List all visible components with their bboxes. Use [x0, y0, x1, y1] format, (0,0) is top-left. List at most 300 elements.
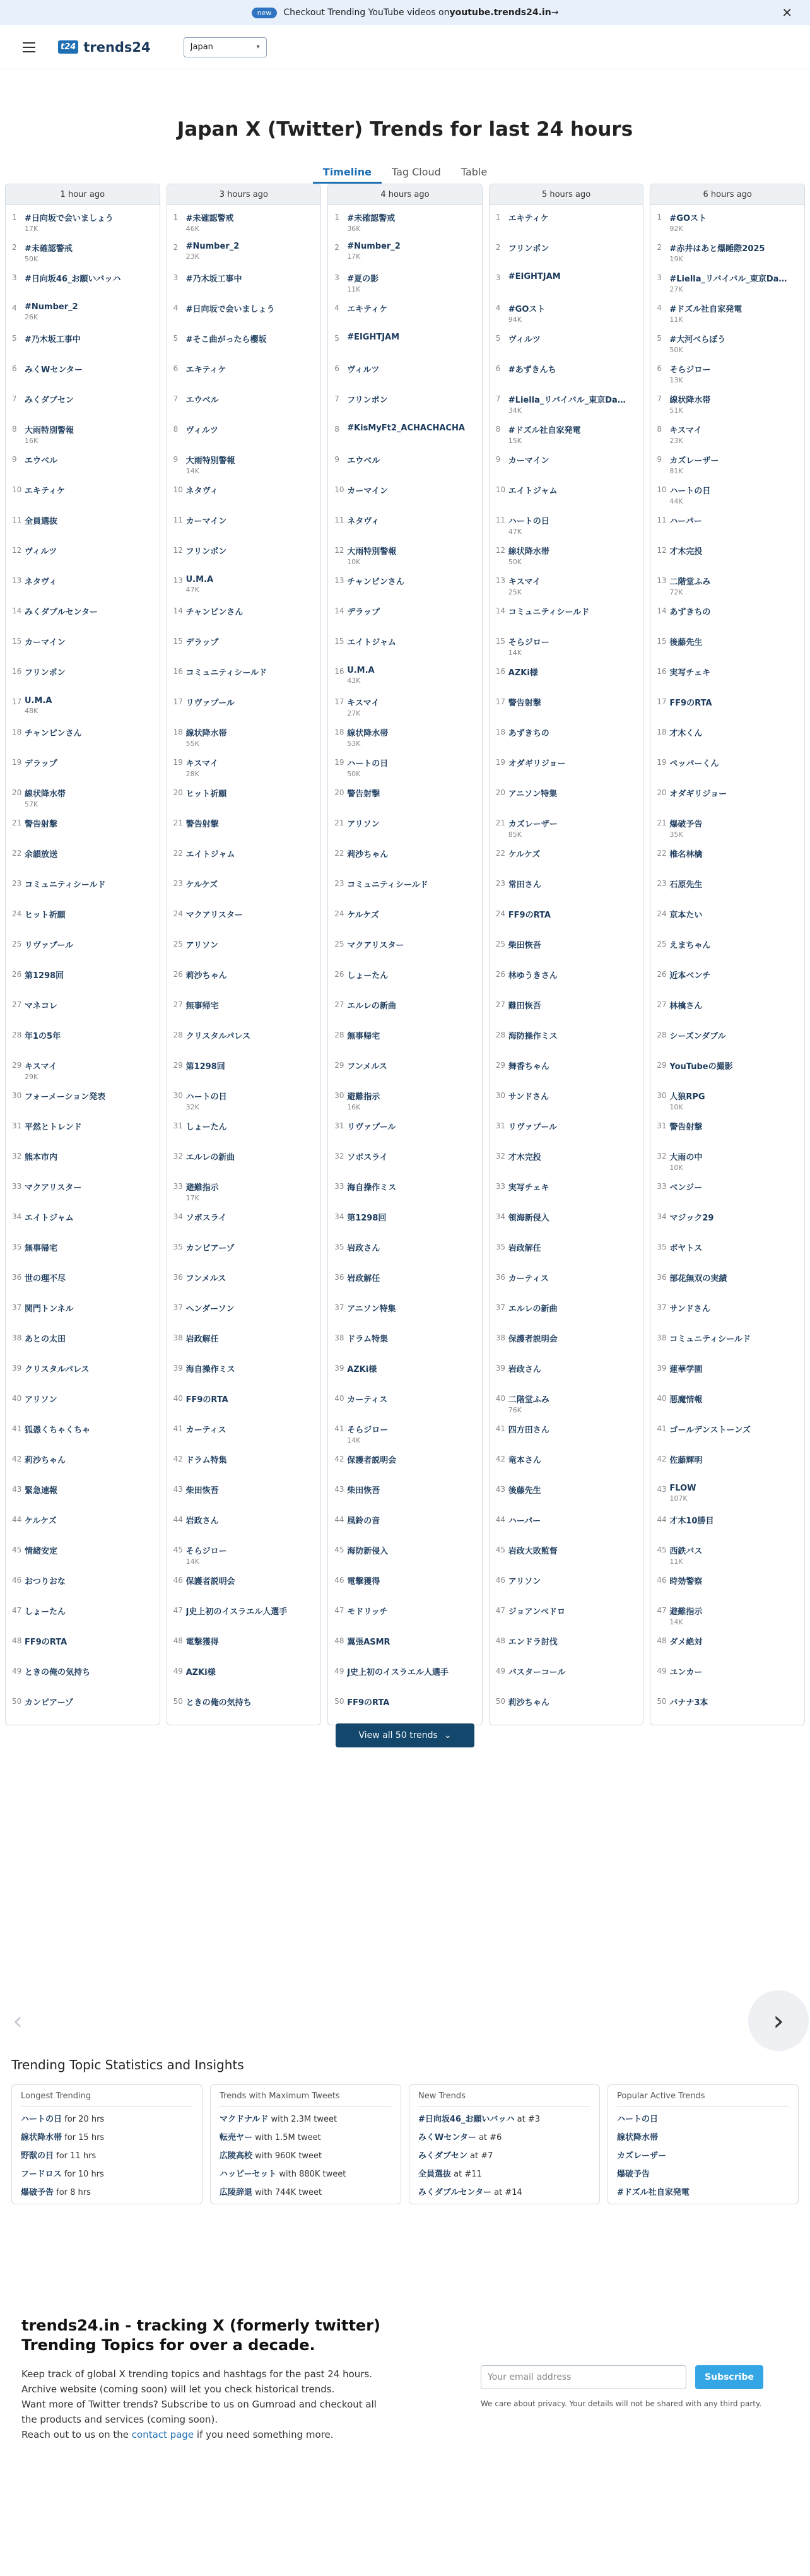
stat-trend-link[interactable]: マクドナルド — [220, 2115, 269, 2124]
trend-link[interactable]: #乃木坂工事中 — [185, 275, 242, 284]
trend-link[interactable]: 才木完投 — [669, 547, 703, 557]
trend-link[interactable]: 警告射撃 — [185, 820, 219, 829]
trend-link[interactable]: キスマイ — [669, 426, 702, 435]
trend-link[interactable]: ヴィルツ — [508, 335, 541, 345]
trend-link[interactable]: 舞香ちゃん — [508, 1062, 549, 1072]
trend-link[interactable]: あずきちの — [669, 608, 711, 617]
trend-link[interactable]: #大河べらぼう — [669, 335, 726, 345]
trend-link[interactable]: エキティケ — [185, 365, 226, 375]
trend-link[interactable]: しょーたん — [347, 971, 389, 981]
trend-link[interactable]: J史上初のイスラエル人選手 — [185, 1607, 288, 1617]
trend-link[interactable]: 線状降水帯 — [185, 729, 227, 738]
trend-link[interactable]: FF9のRTA — [508, 911, 551, 920]
trend-link[interactable]: 蓮華学園 — [669, 1365, 703, 1374]
trend-link[interactable]: フンメルス — [185, 1274, 226, 1284]
trend-link[interactable]: ジョアンペドロ — [508, 1607, 566, 1617]
trend-link[interactable]: バナナ3本 — [669, 1698, 708, 1708]
stat-trend-link[interactable]: 広陵辞退 — [220, 2188, 253, 2197]
menu-icon[interactable] — [23, 42, 35, 52]
trend-link[interactable]: みくWセンター — [25, 365, 83, 375]
trend-link[interactable]: YouTubeの撮影 — [669, 1062, 733, 1072]
trend-link[interactable]: カーマイン — [508, 456, 549, 466]
trend-link[interactable]: 後藤先生 — [669, 638, 703, 647]
trend-link[interactable]: キスマイ — [185, 759, 218, 769]
trend-link[interactable]: ケルケズ — [347, 911, 379, 920]
banner-link[interactable]: youtube.trends24.in — [449, 8, 551, 18]
trend-link[interactable]: ユンカー — [669, 1668, 703, 1677]
trend-link[interactable]: カーティス — [185, 1426, 226, 1435]
trend-link[interactable]: コミュニティシールド — [25, 880, 106, 890]
trend-link[interactable]: FF9のRTA — [185, 1395, 228, 1405]
trend-link[interactable]: 警告射撃 — [347, 789, 380, 799]
trend-link[interactable]: エウベル — [347, 456, 380, 466]
trend-link[interactable]: ソボスライ — [185, 1214, 227, 1223]
trend-link[interactable]: キスマイ — [25, 1062, 57, 1072]
trend-link[interactable]: マクアリスター — [185, 911, 243, 920]
trend-link[interactable]: デラップ — [347, 608, 380, 617]
trend-link[interactable]: 大雨特別警報 — [347, 547, 397, 557]
trend-link[interactable]: デラップ — [185, 638, 219, 647]
trend-link[interactable]: 情緒安定 — [25, 1547, 58, 1556]
trend-link[interactable]: #Number_2 — [185, 242, 240, 251]
trend-link[interactable]: ケルケズ — [508, 850, 541, 860]
trend-link[interactable]: #日向坂46_お願いバッハ — [25, 275, 121, 284]
stat-trend-link[interactable]: #日向坂46_お願いバッハ — [418, 2115, 515, 2124]
trend-link[interactable]: 海防操作ミス — [508, 1032, 558, 1041]
trend-link[interactable]: 大雨特別警報 — [25, 426, 74, 435]
trend-link[interactable]: FLOW — [669, 1484, 696, 1493]
trend-link[interactable]: #ドズル社自家発電 — [669, 305, 742, 314]
trend-link[interactable]: 関門トンネル — [25, 1304, 74, 1314]
trend-link[interactable]: チャンピンさん — [25, 729, 82, 738]
trend-link[interactable]: ヒット祈願 — [25, 911, 66, 920]
trend-link[interactable]: AZKi様 — [508, 668, 538, 678]
trend-link[interactable]: #KisMyFt2_ACHACHACHA — [347, 423, 465, 433]
subscribe-button[interactable]: Subscribe — [695, 2365, 763, 2389]
trend-link[interactable]: #乃木坂工事中 — [25, 335, 81, 345]
trend-link[interactable]: コミュニティシールド — [185, 668, 267, 678]
trend-link[interactable]: カーティス — [347, 1395, 388, 1405]
trend-link[interactable]: ハーパー — [508, 1516, 541, 1526]
trend-link[interactable]: 平然とトレンド — [25, 1123, 82, 1132]
stat-trend-link[interactable]: 爆破予告 — [617, 2170, 650, 2179]
trend-link[interactable]: 莉沙ちゃん — [25, 1456, 66, 1465]
trend-link[interactable]: マクアリスター — [347, 941, 404, 950]
trend-link[interactable]: キスマイ — [347, 699, 380, 708]
trend-link[interactable]: リヴァプール — [508, 1123, 558, 1132]
trend-link[interactable]: 時効警察 — [669, 1577, 703, 1586]
stat-trend-link[interactable]: ハートの日 — [617, 2115, 659, 2124]
trend-rank: 42 — [657, 1455, 667, 1463]
trend-link[interactable]: #GOスト — [508, 305, 546, 314]
trend-link[interactable]: あとの太田 — [25, 1335, 66, 1344]
trend-link[interactable]: そらジロー — [185, 1547, 227, 1556]
trend-link[interactable]: チャンピンさん — [185, 608, 244, 617]
trend-link[interactable]: ドラム特集 — [347, 1335, 389, 1344]
trend-link[interactable]: フォーメーション発表 — [25, 1092, 106, 1102]
trend-link[interactable]: 第1298回 — [185, 1062, 225, 1072]
trend-link[interactable]: U.M.A — [25, 696, 52, 706]
trend-link[interactable]: 林檎さん — [669, 1001, 703, 1011]
trend-link[interactable]: カーマイン — [347, 487, 388, 496]
trend-link[interactable]: 才木10勝目 — [669, 1516, 714, 1526]
trend-link[interactable]: 佐藤輝明 — [669, 1456, 703, 1465]
trend-link[interactable]: アニソン特集 — [347, 1304, 396, 1314]
trend-item — [328, 662, 482, 692]
trend-link[interactable]: フンメルス — [347, 1062, 387, 1072]
trend-link[interactable]: 狐憑くちゃくちゃ — [25, 1426, 91, 1435]
trend-link[interactable]: 世の理不尽 — [25, 1274, 66, 1284]
trend-link[interactable]: カーマイン — [185, 517, 227, 526]
trend-link[interactable]: ダメ絶対 — [669, 1638, 703, 1647]
trend-link[interactable]: えまちゃん — [669, 941, 711, 950]
stat-trend-link[interactable]: 線状降水帯 — [21, 2133, 62, 2142]
trend-link[interactable]: リヴァプール — [25, 941, 74, 950]
trend-link[interactable]: 保護者説明会 — [347, 1456, 397, 1465]
trend-link[interactable]: 海自操作ミス — [347, 1183, 397, 1193]
trend-rank: 22 — [495, 849, 506, 858]
trend-link[interactable]: ときの俺の気持ち — [25, 1668, 91, 1677]
trend-rank: 15 — [657, 637, 667, 646]
trend-link[interactable]: 人狼RPG — [669, 1092, 705, 1102]
trend-link[interactable]: カズレーザー — [669, 456, 719, 466]
trend-link[interactable]: ハートの日 — [347, 759, 389, 769]
trend-link[interactable]: 岩政解任 — [347, 1274, 380, 1284]
trend-link[interactable]: エキティケ — [347, 305, 388, 314]
trend-rank: 35 — [12, 1243, 22, 1251]
trend-link[interactable]: 莉沙ちゃん — [347, 850, 389, 860]
trend-link[interactable]: ヴィルツ — [25, 547, 57, 557]
trend-link[interactable]: 林ゆうきさん — [508, 971, 558, 981]
stat-trend-link[interactable]: 転売ヤー — [220, 2133, 253, 2142]
trend-link[interactable]: U.M.A — [185, 575, 214, 584]
carousel-prev-button[interactable]: ‹ — [13, 2007, 23, 2036]
trend-link[interactable]: アリソン — [347, 820, 380, 829]
trend-link[interactable]: おつりおな — [25, 1577, 66, 1586]
trend-link[interactable]: カンピアーゾ — [185, 1244, 235, 1253]
trend-link[interactable]: 二階堂ふみ — [669, 577, 711, 587]
trend-link[interactable]: 線状降水帯 — [669, 396, 711, 405]
logo-icon[interactable]: t24 — [58, 40, 78, 54]
tab-tag-cloud[interactable]: Tag Cloud — [391, 166, 441, 178]
trend-rank: 15 — [334, 637, 344, 646]
trend-link[interactable]: カーティス — [508, 1274, 549, 1284]
trend-link[interactable]: 竜本さん — [508, 1456, 541, 1465]
trend-link[interactable]: 柴田恢吾 — [508, 941, 541, 950]
trend-link[interactable]: ボヤトス — [669, 1244, 703, 1253]
trend-link[interactable]: ヘンダーソン — [185, 1304, 235, 1314]
stat-trend-link[interactable]: ハッピーセット — [220, 2170, 277, 2179]
trend-link[interactable]: ハートの日 — [669, 487, 711, 496]
trend-link[interactable]: FF9のRTA — [669, 699, 712, 708]
trend-link[interactable]: ドラム特集 — [185, 1456, 227, 1465]
trend-link[interactable]: 警告射撃 — [508, 699, 541, 708]
trend-link[interactable]: 岩政さん — [185, 1516, 219, 1526]
trend-link[interactable]: エイトジャム — [347, 638, 396, 647]
trend-link[interactable]: #Liella_リバイバル_東京Da… — [508, 396, 626, 405]
tweet-count: 23K — [185, 252, 199, 261]
trend-link[interactable]: 避難指示 — [185, 1183, 219, 1193]
trend-link[interactable]: デラップ — [25, 759, 57, 769]
trend-link[interactable]: #未確認警戒 — [347, 214, 396, 223]
trend-link[interactable]: 電撃獲得 — [347, 1577, 380, 1586]
trend-link[interactable]: 電撃獲得 — [185, 1638, 219, 1647]
trend-link[interactable]: 難田恢吾 — [508, 1001, 541, 1011]
trend-link[interactable]: エルレの新曲 — [185, 1153, 235, 1162]
stat-trend-link[interactable]: 野獣の日 — [21, 2151, 54, 2161]
trend-link[interactable]: カーマイン — [25, 638, 66, 647]
trend-link[interactable]: 石原先生 — [669, 880, 703, 890]
trend-link[interactable]: エイトジャム — [508, 487, 558, 496]
trend-link[interactable]: ソボスライ — [347, 1153, 388, 1162]
trend-link[interactable]: 莉沙ちゃん — [185, 971, 227, 981]
trend-link[interactable]: 悪魔情報 — [669, 1395, 703, 1405]
trend-link[interactable]: エルレの新曲 — [508, 1304, 558, 1314]
trend-link[interactable]: アリソン — [508, 1577, 541, 1586]
trend-link[interactable]: そらジロー — [508, 638, 549, 647]
trend-link[interactable]: キスマイ — [508, 577, 541, 587]
trend-link[interactable]: ベンジー — [669, 1183, 703, 1193]
trend-link[interactable]: ときの俺の気持ち — [185, 1698, 252, 1708]
trend-link[interactable]: しょーたん — [25, 1607, 66, 1617]
stat-trend-link[interactable]: みくダブルセンター — [418, 2188, 491, 2197]
trend-link[interactable]: #GOスト — [669, 214, 707, 223]
trend-link[interactable]: 岩政さん — [508, 1365, 541, 1374]
trend-link[interactable]: エキティケ — [508, 214, 549, 223]
trend-link[interactable]: 余韻放送 — [25, 850, 58, 860]
trend-link[interactable]: フリンポン — [347, 396, 388, 405]
stat-trend-link[interactable]: 爆破予告 — [21, 2188, 54, 2197]
trend-link[interactable]: フリンポン — [508, 244, 549, 254]
trend-link[interactable]: 常田さん — [508, 880, 541, 890]
trend-link[interactable]: AZKi様 — [185, 1668, 216, 1677]
trend-link[interactable]: 線状降水帯 — [25, 789, 66, 799]
trend-link[interactable]: チャンピンさん — [347, 577, 404, 587]
trend-link[interactable]: コミュニティシールド — [347, 880, 428, 890]
trend-link[interactable]: そらジロー — [669, 365, 711, 375]
trend-link[interactable]: #EIGHTJAM — [508, 272, 561, 281]
trend-link[interactable]: カンピアーゾ — [25, 1698, 74, 1708]
trend-link[interactable]: 才木くん — [669, 729, 703, 738]
trend-link[interactable]: J史上初のイスラエル人選手 — [347, 1668, 449, 1677]
trend-link[interactable]: 海自操作ミス — [185, 1365, 235, 1374]
trend-rank: 4 — [12, 304, 17, 312]
trend-link[interactable]: みくダブルセンター — [25, 608, 98, 617]
email-field[interactable] — [481, 2365, 686, 2389]
trend-link[interactable]: 全員選抜 — [25, 517, 58, 526]
trend-link[interactable]: 爆破予告 — [669, 820, 703, 829]
trend-item — [650, 1601, 804, 1631]
trend-link[interactable]: 無事帰宅 — [25, 1244, 58, 1253]
stat-line — [21, 2129, 193, 2147]
stat-trend-link[interactable]: 線状降水帯 — [617, 2133, 659, 2142]
trend-link[interactable]: エキティケ — [25, 487, 65, 496]
close-icon[interactable]: ✕ — [782, 5, 792, 20]
trend-rank: 21 — [173, 818, 183, 827]
trend-link[interactable]: オダギリジョー — [508, 759, 566, 769]
trend-link[interactable]: エルレの新曲 — [347, 1001, 396, 1011]
trend-link[interactable]: 柴田恢吾 — [347, 1486, 380, 1496]
trend-link[interactable]: 熊本市内 — [25, 1153, 58, 1162]
trend-link[interactable]: 年1の5年 — [25, 1032, 61, 1041]
trend-link[interactable]: エウベル — [25, 456, 58, 466]
stat-trend-link[interactable]: みくWセンター — [418, 2133, 476, 2142]
contact-link[interactable]: contact page — [131, 2429, 194, 2440]
trend-link[interactable]: #Number_2 — [347, 242, 401, 251]
trend-link[interactable]: マジック29 — [669, 1214, 714, 1223]
trend-link[interactable]: #未確認警戒 — [185, 214, 234, 223]
trend-link[interactable]: 領海新侵入 — [508, 1214, 549, 1223]
trend-link[interactable]: ヴィルツ — [185, 426, 218, 435]
tab-timeline[interactable]: Timeline — [313, 162, 382, 184]
trend-link[interactable]: FF9のRTA — [25, 1638, 68, 1647]
trend-link[interactable]: 後藤先生 — [508, 1486, 541, 1496]
trend-link[interactable]: #Liella_リバイバル_東京Da… — [669, 275, 787, 284]
trend-link[interactable]: 京本たい — [669, 911, 703, 920]
trend-link[interactable]: 大雨の中 — [669, 1153, 703, 1162]
trend-link[interactable]: #あずきんち — [508, 365, 556, 375]
trend-link[interactable]: #夏の影 — [347, 275, 379, 284]
trend-link[interactable]: 岩政解任 — [508, 1244, 541, 1253]
view-all-button[interactable] — [336, 1723, 474, 1747]
trend-link[interactable]: 翼張ASMR — [347, 1638, 390, 1647]
stat-trend-link[interactable]: #ドズル社自家発電 — [617, 2188, 690, 2197]
trend-item — [167, 1359, 321, 1389]
trend-link[interactable]: 二階堂ふみ — [508, 1395, 549, 1405]
trend-link[interactable]: しょーたん — [185, 1123, 227, 1132]
trend-link[interactable]: エウベル — [185, 396, 219, 405]
trend-link[interactable]: 避難指示 — [347, 1092, 380, 1102]
trend-link[interactable]: 無事帰宅 — [185, 1001, 219, 1011]
trend-link[interactable]: #ドズル社自家発電 — [508, 426, 581, 435]
trend-link[interactable]: 実写チェキ — [669, 668, 710, 678]
trend-link[interactable]: ハーパー — [669, 517, 702, 526]
trend-link[interactable]: 風鈴の音 — [347, 1516, 380, 1526]
trend-link[interactable]: ゴールデンストーンズ — [669, 1426, 751, 1435]
stat-trend-link[interactable]: みくダブセン — [418, 2151, 467, 2161]
trend-link[interactable]: アニソン特集 — [508, 789, 558, 799]
trend-link[interactable]: 椎名林檎 — [669, 850, 703, 860]
trend-link[interactable]: ヒット祈願 — [185, 789, 227, 799]
trend-link[interactable]: 海防新侵入 — [347, 1547, 389, 1556]
trend-rank: 34 — [334, 1212, 344, 1221]
trend-link[interactable]: 岩政さん — [347, 1244, 380, 1253]
trend-link[interactable]: 線状降水帯 — [508, 547, 549, 557]
trend-link[interactable]: 保護者説明会 — [508, 1335, 558, 1344]
trend-link[interactable]: サンドさん — [508, 1092, 549, 1102]
trend-rank: 24 — [173, 909, 183, 918]
carousel-next-button[interactable] — [748, 1990, 809, 2051]
trend-link[interactable]: エンドラ討伐 — [508, 1638, 558, 1647]
trend-link[interactable]: カズレーザー — [508, 820, 558, 829]
trend-link[interactable]: アリソン — [25, 1395, 57, 1405]
trend-link[interactable]: ネタヴィ — [347, 517, 380, 526]
trend-link[interactable]: 才木完投 — [508, 1153, 541, 1162]
trend-link[interactable]: リヴァプール — [347, 1123, 396, 1132]
trend-link[interactable]: バスターコール — [508, 1668, 566, 1677]
trend-link[interactable]: 緊急速報 — [25, 1486, 58, 1496]
trend-link[interactable]: 大雨特別警報 — [185, 456, 235, 466]
trend-link[interactable]: ペッパーくん — [669, 759, 719, 769]
trend-link[interactable]: #EIGHTJAM — [347, 333, 400, 342]
stat-trend-link[interactable]: カズレーザー — [617, 2151, 667, 2161]
trend-link[interactable]: 莉沙ちゃん — [508, 1698, 549, 1708]
trend-link[interactable]: ケルケズ — [25, 1516, 57, 1526]
trend-link[interactable]: モドリッチ — [347, 1607, 388, 1617]
trend-link[interactable]: 実写チェキ — [508, 1183, 549, 1193]
trend-link[interactable]: エイトジャム — [185, 850, 235, 860]
trend-link[interactable]: クリスタルパレス — [185, 1032, 251, 1041]
trend-link[interactable]: フリンポン — [185, 547, 227, 557]
stat-trend-link[interactable]: 広陵高校 — [220, 2151, 253, 2161]
stat-trend-link[interactable]: ハートの日 — [21, 2115, 62, 2124]
trend-link[interactable]: コミュニティシールド — [669, 1335, 751, 1344]
trend-link[interactable]: シーズンダブル — [669, 1032, 726, 1041]
trend-link[interactable]: リヴァプール — [185, 699, 235, 708]
trend-link[interactable]: 無事帰宅 — [347, 1032, 380, 1041]
trend-link[interactable]: 西鉄バス — [669, 1547, 703, 1556]
trend-link[interactable]: #未確認警戒 — [25, 244, 73, 254]
trend-rank: 29 — [495, 1061, 506, 1070]
trend-link[interactable]: 近本ベンチ — [669, 971, 711, 981]
stat-trend-link[interactable]: フードロス — [21, 2170, 62, 2179]
trend-link[interactable]: フリンポン — [25, 668, 66, 678]
trend-link[interactable]: 柴田恢吾 — [185, 1486, 219, 1496]
trend-link[interactable]: 四方田さん — [508, 1426, 549, 1435]
trend-link[interactable]: #日向坂で会いましょう — [185, 305, 275, 314]
trend-link[interactable]: そらジロー — [347, 1426, 389, 1435]
trend-link[interactable]: 保護者説明会 — [185, 1577, 235, 1586]
trend-link[interactable]: クリスタルパレス — [25, 1365, 90, 1374]
trend-link[interactable]: 第1298回 — [25, 971, 64, 981]
tab-table[interactable]: Table — [461, 166, 488, 178]
trend-link[interactable]: 避難指示 — [669, 1607, 703, 1617]
trend-link[interactable]: #そこ曲がったら櫻坂 — [185, 335, 267, 345]
trend-link[interactable]: 岩政大敗監督 — [508, 1547, 558, 1556]
trend-link[interactable]: コミュニティシールド — [508, 608, 590, 617]
trend-link[interactable]: U.M.A — [347, 666, 375, 675]
trend-link[interactable]: 警告射撃 — [25, 820, 58, 829]
trend-link[interactable]: 第1298回 — [347, 1214, 387, 1223]
trend-link[interactable]: AZKi様 — [347, 1365, 377, 1374]
stat-trend-link[interactable]: 全員選抜 — [418, 2170, 452, 2179]
country-select[interactable] — [184, 37, 267, 57]
trend-link[interactable]: 部花無双の実績 — [669, 1274, 727, 1284]
trend-link[interactable]: みくダブセン — [25, 396, 74, 405]
trend-link[interactable]: 線状降水帯 — [347, 729, 389, 738]
trend-link[interactable]: FF9のRTA — [347, 1698, 390, 1708]
trend-link[interactable]: あずきちの — [508, 729, 549, 738]
trend-link[interactable]: ハートの日 — [508, 517, 549, 526]
trend-link[interactable]: 岩政解任 — [185, 1335, 219, 1344]
trend-link[interactable]: #Number_2 — [25, 302, 78, 312]
trend-link[interactable]: アリソン — [185, 941, 219, 950]
trend-link[interactable]: #日向坂で会いましょう — [25, 214, 114, 223]
trend-link[interactable]: エイトジャム — [25, 1214, 74, 1223]
trend-link[interactable]: ハートの日 — [185, 1092, 227, 1102]
trend-link[interactable]: 警告射撃 — [669, 1123, 703, 1132]
logo-text[interactable]: trends24 — [83, 39, 151, 55]
trend-link[interactable]: ネタヴィ — [25, 577, 57, 587]
trend-link[interactable]: ヴィルツ — [347, 365, 380, 375]
trend-link[interactable]: サンドさん — [669, 1304, 710, 1314]
trend-link[interactable]: マネコレ — [25, 1001, 58, 1011]
trend-link[interactable]: #赤井はあと爆睡際2025 — [669, 244, 765, 254]
trend-link[interactable]: オダギリジョー — [669, 789, 727, 799]
trend-link[interactable]: ネタヴィ — [185, 487, 218, 496]
trend-link[interactable]: マクアリスター — [25, 1183, 82, 1193]
trend-link[interactable]: ケルケズ — [185, 880, 218, 890]
